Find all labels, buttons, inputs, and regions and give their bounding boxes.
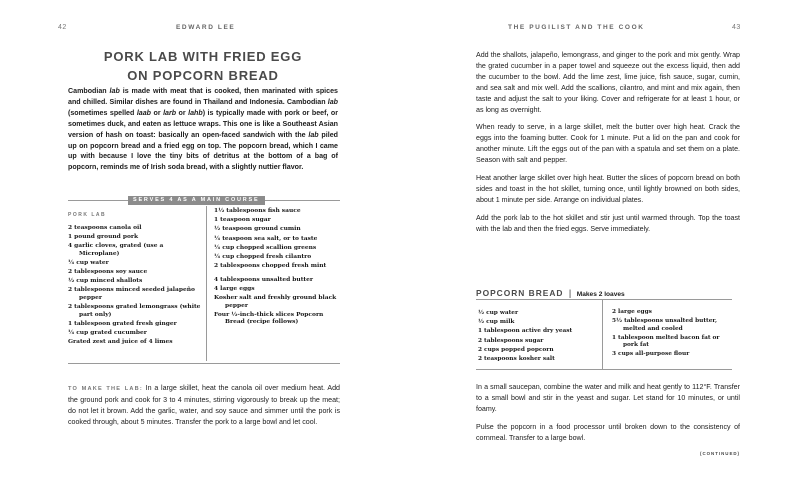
ingredient-item: Grated zest and juice of 4 limes — [68, 338, 173, 346]
ingredient-item: Kosher salt and freshly ground black pepper — [214, 294, 337, 309]
recipe-headnote — [68, 86, 338, 173]
headnote-text: or — [151, 108, 164, 117]
ingredient-item: 2 tablespoons grated lemongrass (white part only) — [68, 303, 201, 318]
ingredient-item: 4 large eggs — [214, 284, 255, 292]
ingredient-item: 2 tablespoons chopped fresh mint — [214, 262, 327, 270]
ingredient-item: ¼ cup water — [68, 258, 109, 266]
recipe-title-line-1: PORK LAB WITH FRIED EGG — [103, 49, 303, 64]
ingredient-item: ¼ cup chopped fresh cilantro — [214, 252, 312, 260]
italic-term: lab — [327, 97, 338, 106]
ingredient-list — [214, 207, 342, 270]
headnote-paragraph — [68, 86, 338, 173]
ingredient-item: ¼ cup grated cucumber — [68, 329, 147, 337]
ingredient-item: 1½ tablespoons fish sauce — [214, 207, 301, 214]
method-paragraph: When ready to serve, in a large skillet, melt the butter over high heat. Crack the eggs into the foaming butter. Cook for 1 minute. Put a lid on the pan and cook for another minute. Lift the eggs out of the pan with a spatula and set them on a plate. Season with salt and pepper. — [476, 123, 740, 165]
continued-marker: (CONTINUED) — [700, 451, 741, 456]
italic-term: lahb — [188, 108, 203, 117]
ingredient-item: 2 tablespoons soy sauce — [68, 267, 148, 275]
italic-term: lab — [109, 87, 120, 95]
method-step — [68, 383, 340, 428]
ingredient-item: 1 pound ground pork — [68, 232, 139, 240]
ingredient-item: 3 cups all-purpose flour — [612, 351, 690, 358]
ingredient-item: ½ cup milk — [478, 319, 515, 326]
right-page — [400, 0, 800, 501]
ingredient-item: 4 tablespoons unsalted butter — [214, 275, 314, 283]
ingredient-item: ½ cup water — [478, 310, 519, 316]
method-text: In a large skillet, heat the canola oil over medium heat. Add the ground pork and cook for 3 to 4 minutes, stirring vigorously to break up the meat; do not let it brown. Add the garlic, water, and soy sauce and simmer until the pork is cooked through, about 5 minutes. Transfer the pork to a large bowl and let cool. — [68, 384, 341, 426]
ingredients-bottom-rule — [68, 363, 340, 364]
method-continued — [476, 50, 740, 242]
italic-term: larb — [163, 108, 177, 117]
headnote-text: or — [176, 108, 189, 117]
ingredient-item: 5½ tablespoons unsalted butter, melted and cooled — [612, 318, 718, 332]
page-number-right: 43 — [732, 24, 741, 31]
headnote-text: piled up on popcorn bread and a fried egg on top. The popcorn bread, which I came up with because I love the tiny bits of detritus at the bottom of a bag of popcorn, reminds me of Irish soda bread, with a slightly nuttier flavor. — [68, 130, 338, 172]
ingredient-item: 2 teaspoons canola oil — [68, 223, 142, 231]
running-head-author: EDWARD LEE — [176, 24, 236, 31]
ingredient-item: ¼ cup chopped scallion greens — [214, 243, 317, 251]
method-paragraph: Heat another large skillet over high heat. Butter the slices of popcorn bread on both sides and toast in the hot skillet, turning once, until lightly browned on both sides, about 1 minute per side. Arrange on individual plates. — [476, 174, 740, 204]
page-number-left: 42 — [58, 24, 67, 31]
headnote-text: (sometimes spelled — [68, 108, 137, 117]
ingredients-column-divider — [206, 206, 207, 361]
ingredient-item: Four ½-inch-thick slices Popcorn Bread (recipe follows) — [214, 310, 324, 326]
title-separator: | — [568, 288, 572, 298]
ingredient-item: 1 teaspoon sugar — [214, 216, 271, 224]
ingredient-item: 2 teaspoons kosher salt — [478, 356, 555, 363]
ingredients-box — [68, 196, 340, 364]
recipe-title — [68, 47, 338, 85]
ingredients-subhead: PORK LAB — [68, 212, 107, 218]
method-paragraph: Pulse the popcorn in a food processor until broken down to the consistency of cornmeal. Transfer to a large bowl. — [476, 422, 740, 442]
box-top-rule — [476, 299, 732, 300]
ingredient-list — [68, 224, 202, 346]
italic-term: lab — [308, 130, 319, 139]
italic-term: laab — [136, 108, 152, 117]
ingredient-item: 1 tablespoon melted bacon fat or pork fat — [612, 334, 720, 349]
ingredient-item: 4 garlic cloves, grated (use a Microplane) — [68, 241, 164, 257]
ingredients-column-divider — [602, 299, 603, 370]
ingredients-column-right — [612, 309, 732, 361]
ingredient-item: 1 tablespoon grated fresh ginger — [68, 319, 177, 327]
sub-recipe-title: POPCORN BREAD — [476, 288, 564, 298]
method-paragraph: In a small saucepan, combine the water and milk and heat gently to 112°F. Transfer to a small bowl and stir in the yeast and sugar. Let stand for 10 minutes, or until foamy. — [476, 383, 740, 413]
ingredient-item: 2 cups popped popcorn — [478, 346, 554, 353]
running-head-title: THE PUGILIST AND THE COOK — [508, 24, 645, 31]
box-bottom-rule — [476, 369, 732, 370]
ingredient-item: 1 tablespoon active dry yeast — [478, 328, 573, 335]
method-paragraph: Add the pork lab to the hot skillet and stir just until warmed through. Top the toast with the lab and then the fried eggs. Serve immediately. — [476, 213, 740, 233]
method-lead-in: TO MAKE THE LAB: — [68, 386, 143, 392]
ingredients-column-left — [478, 309, 598, 364]
popcorn-bread-ingredients-box — [476, 299, 732, 370]
ingredient-list — [214, 276, 342, 326]
sub-recipe-yield: Makes 2 loaves — [576, 291, 625, 298]
ingredient-item: 2 tablespoons sugar — [478, 337, 544, 344]
headnote-text: is made with meat that is cooked, then marinated with spices and chilled. Similar dishes are found in Thailand and Indonesia. Cambodian — [68, 87, 338, 106]
ingredient-item: 2 large eggs — [612, 309, 652, 315]
ingredients-column-right — [214, 207, 342, 328]
serves-banner: SERVES 4 AS A MAIN COURSE — [128, 196, 265, 205]
method-paragraph — [68, 383, 340, 428]
ingredient-item: ½ cup minced shallots — [68, 277, 143, 285]
ingredient-item: ½ teaspoon ground cumin — [214, 225, 301, 233]
ingredient-item: 2 tablespoons minced seeded jalapeño pepper — [68, 286, 195, 301]
popcorn-bread-method — [476, 382, 740, 451]
ingredient-item: ¼ teaspoon sea salt, or to taste — [214, 234, 318, 242]
ingredients-column-left — [68, 210, 202, 347]
method-paragraph: Add the shallots, jalapeño, lemongrass, and ginger to the pork and mix gently. Wrap the grated cucumber in a paper towel and squeeze out the excess liquid, then add the cucumber to the bowl. Add the lime zest, lime juice, fish sauce, sugar, cumin, and sea salt and mix well. Add the scallions, cilantro, and mint and mix again, then taste and adjust the salt to your liking. Cover and refrigerate for at least 1 hour, or as long as overnight. — [476, 51, 740, 114]
headnote-text: Cambodian — [68, 87, 110, 95]
headnote-text: ) is typically made with pork or beef, or sometimes duck, and eaten as lettuce wraps. This one is like a Southeast Asian version of hash on toast: basically an open-faced sandwich with the — [68, 108, 338, 139]
recipe-title-line-2: ON POPCORN BREAD — [127, 68, 279, 83]
